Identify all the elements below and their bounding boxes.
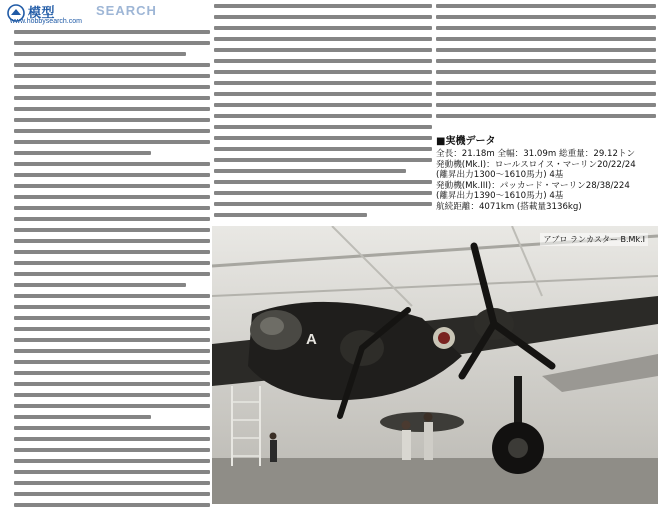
article-column-left [14, 4, 210, 500]
spec-heading: ■実機データ [436, 136, 496, 147]
lancaster-bomber-illustration [212, 226, 658, 504]
article-column-middle [214, 4, 432, 226]
photo-caption: アブロ ランカスター B.Mk.I [540, 233, 648, 246]
spec-row: 発動機(Mk.III)：パッカード・マーリン28/38/224 [436, 180, 630, 191]
watermark-url: www.hobbysearch.com [10, 18, 82, 25]
spec-row: (離昇出力1300〜1610馬力) 4基 [436, 170, 564, 181]
aircraft-photo [212, 226, 658, 504]
nose-marking: A [306, 331, 317, 348]
aircraft-spec-box [436, 136, 658, 222]
spec-row: 発動機(Mk.I)：ロールスロイス・マーリン20/22/24 [436, 159, 636, 170]
watermark-site-name: 模型 [28, 5, 56, 20]
spec-row: (離昇出力1390〜1610馬力) 4基 [436, 191, 564, 202]
spec-row: 全長：21.18m 全幅：31.09m 総重量：29.12トン [436, 149, 636, 159]
spec-row: 航続距離：4071km (搭載量3136kg) [436, 201, 582, 212]
watermark-tail: SEARCH [96, 3, 157, 18]
article-column-right [436, 4, 656, 132]
